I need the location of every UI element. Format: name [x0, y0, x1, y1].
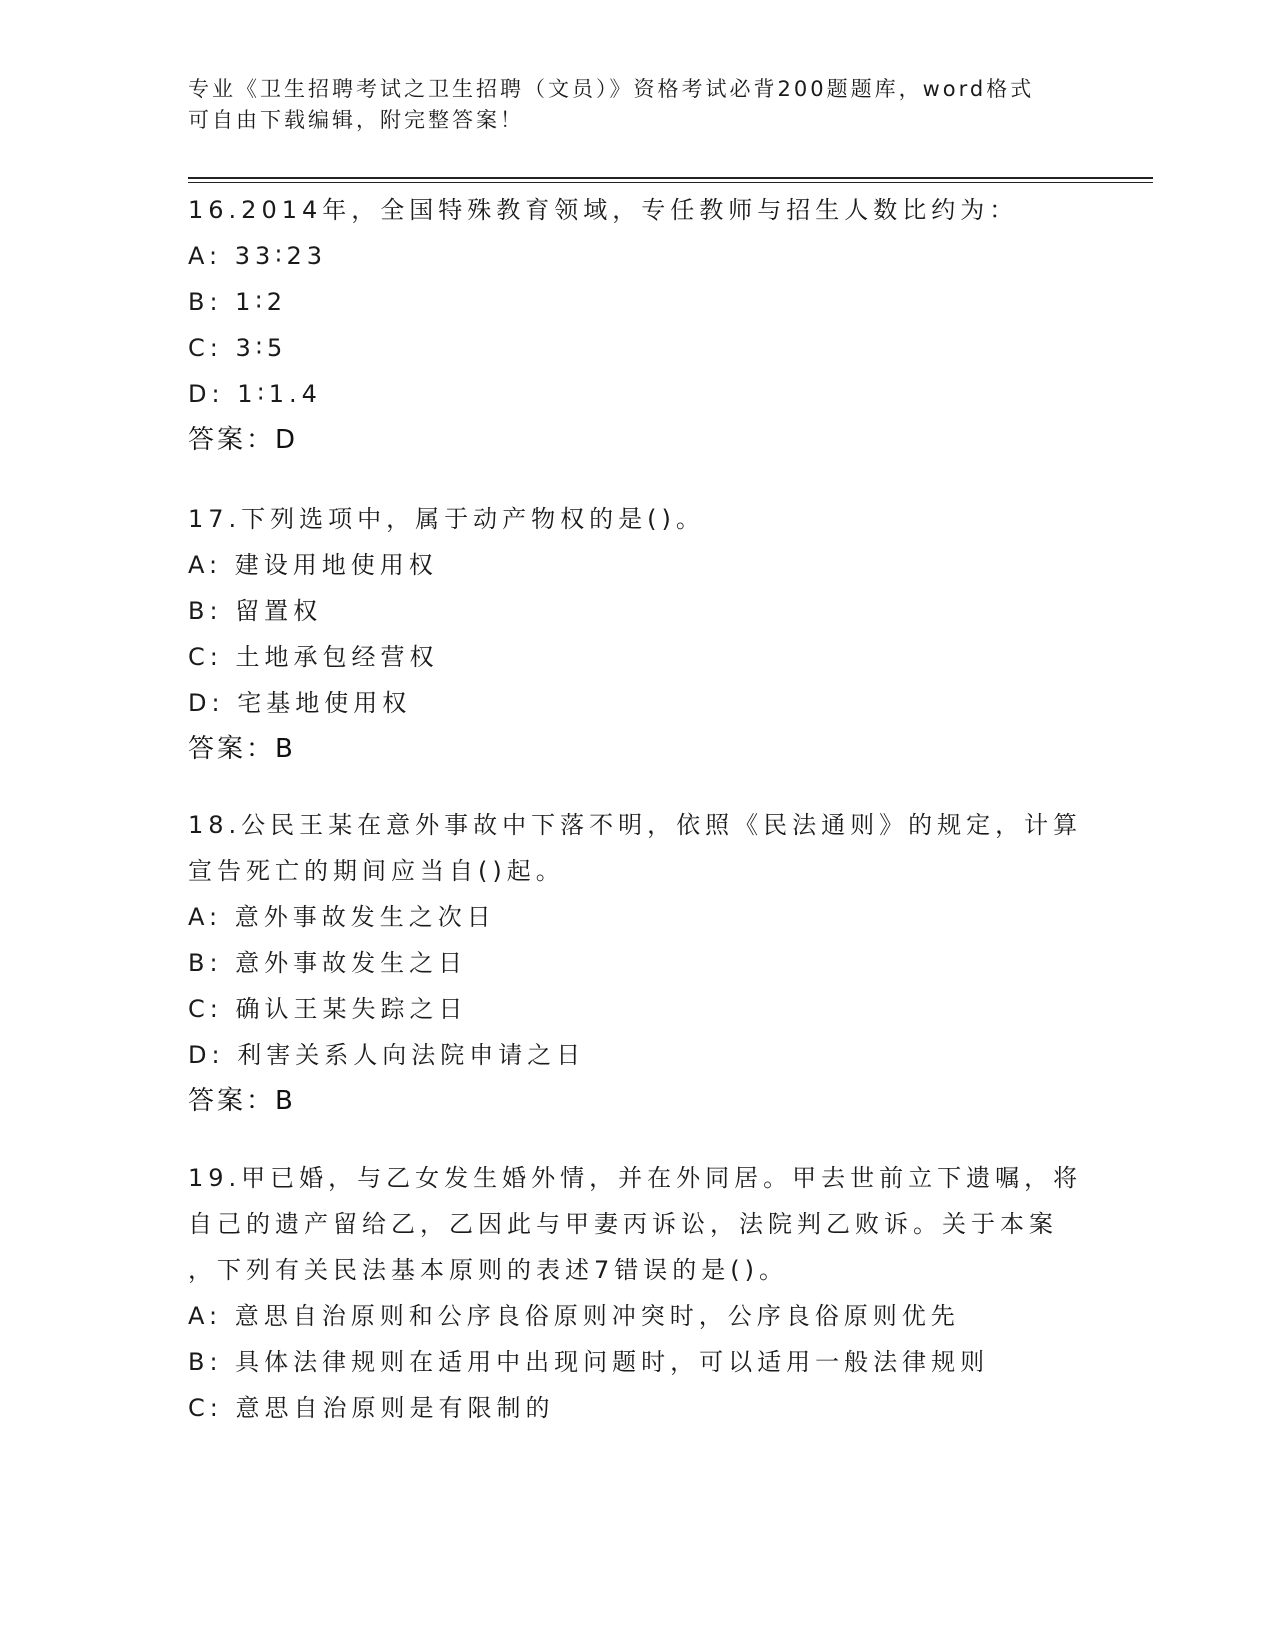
question-17: [188, 496, 1088, 772]
option-a: A: 意思自治原则和公序良俗原则冲突时，公序良俗原则优先: [188, 1302, 960, 1330]
option-c: C: 确认王某失踪之日: [188, 995, 468, 1023]
option-a: A: 33∶23: [188, 242, 328, 270]
answer-label: 答案：B: [188, 1086, 296, 1116]
question-19: [188, 1155, 1088, 1431]
question-stem-line-2: 自己的遗产留给乙，乙因此与甲妻丙诉讼，法院判乙败诉。关于本案: [188, 1210, 1058, 1238]
option-c: C: 3∶5: [188, 334, 288, 362]
option-c: C: 意思自治原则是有限制的: [188, 1394, 555, 1422]
header-line-2: 可自由下载编辑，附完整答案！: [188, 108, 524, 132]
answer-label: 答案：B: [188, 734, 296, 764]
option-b: B: 1∶2: [188, 288, 287, 316]
header-line-1: 专业《卫生招聘考试之卫生招聘（文员）》资格考试必背200题题库，word格式: [188, 77, 1035, 101]
option-a: A: 意外事故发生之次日: [188, 903, 496, 931]
question-stem-line-2: 宣告死亡的期间应当自()起。: [188, 857, 565, 885]
question-stem: 16.2014年，全国特殊教育领域，专任教师与招生人数比约为：: [188, 196, 1019, 224]
option-b: B: 意外事故发生之日: [188, 949, 468, 977]
option-d: D: 1∶1.4: [188, 380, 322, 408]
question-18: [188, 802, 1088, 1124]
option-b: B: 具体法律规则在适用中出现问题时，可以适用一般法律规则: [188, 1348, 990, 1376]
option-d: D: 宅基地使用权: [188, 689, 412, 717]
question-stem-line-1: 18.公民王某在意外事故中下落不明，依照《民法通则》的规定，计算: [188, 811, 1083, 839]
header-divider-thin: [188, 182, 1153, 183]
option-c: C: 土地承包经营权: [188, 643, 439, 671]
option-b: B: 留置权: [188, 597, 323, 625]
question-16: [188, 187, 1088, 463]
option-a: A: 建设用地使用权: [188, 551, 438, 579]
question-stem: 17.下列选项中，属于动产物权的是()。: [188, 505, 705, 533]
answer-label: 答案：D: [188, 425, 299, 455]
header-divider-thick: [188, 177, 1153, 179]
question-stem-line-1: 19.甲已婚，与乙女发生婚外情，并在外同居。甲去世前立下遗嘱，将: [188, 1164, 1083, 1192]
question-stem-line-3: ，下列有关民法基本原则的表述7错误的是()。: [188, 1256, 788, 1284]
option-d: D: 利害关系人向法院申请之日: [188, 1041, 586, 1069]
document-header: [188, 74, 1068, 136]
